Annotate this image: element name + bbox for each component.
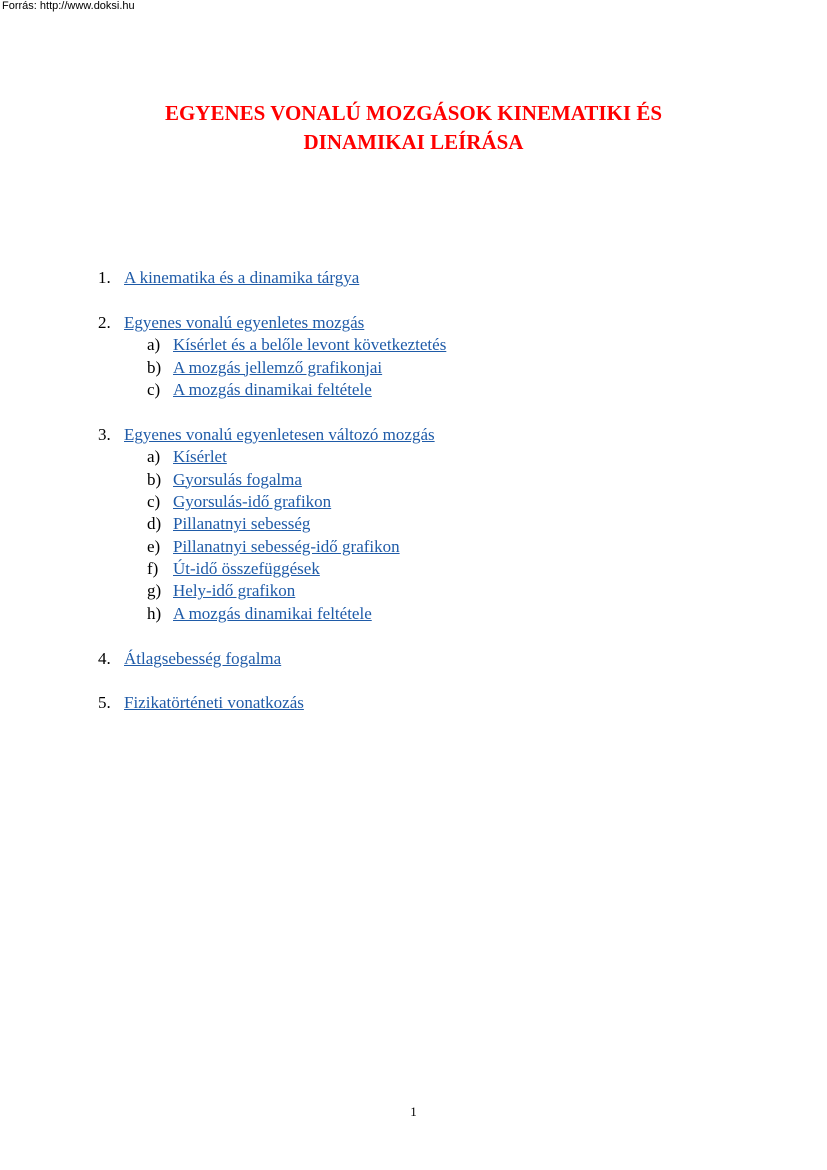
toc-link-3f[interactable]: Út-idő összefüggések xyxy=(173,559,320,579)
toc-letter: c) xyxy=(147,379,161,399)
toc-item-3f xyxy=(0,558,827,580)
toc-letter: d) xyxy=(147,514,162,534)
toc-item-1 xyxy=(0,267,827,289)
toc-number: 2. xyxy=(98,312,111,332)
toc-link-2b[interactable]: A mozgás jellemző grafikonjai xyxy=(173,357,383,377)
toc-link-3c[interactable]: Gyorsulás-idő grafikon xyxy=(173,491,332,511)
toc-link-1[interactable]: A kinematika és a dinamika tárgya xyxy=(124,268,360,287)
toc-number: 1. xyxy=(98,268,111,287)
toc-letter: b) xyxy=(147,357,162,377)
toc-link-3a[interactable]: Kísérlet xyxy=(173,447,227,467)
toc-letter: b) xyxy=(147,469,162,489)
title-line-1: EGYENES VONALÚ MOZGÁSOK KINEMATIKI ÉS xyxy=(164,101,663,125)
toc-link-3e[interactable]: Pillanatnyi sebesség-idő grafikon xyxy=(173,536,400,556)
toc-item-4 xyxy=(0,648,827,670)
toc-item-3e xyxy=(0,536,827,558)
toc-link-2a[interactable]: Kísérlet és a belőle levont következtetés xyxy=(173,335,447,355)
toc-item-5 xyxy=(0,692,827,714)
toc-link-3h[interactable]: A mozgás dinamikai feltétele xyxy=(173,603,372,623)
toc-item-2 xyxy=(0,312,827,334)
toc-number: 3. xyxy=(98,424,111,444)
toc-link-3d[interactable]: Pillanatnyi sebesség xyxy=(173,514,311,534)
toc-number: 4. xyxy=(98,648,111,668)
toc-letter: g) xyxy=(147,581,162,601)
toc-link-3[interactable]: Egyenes vonalú egyenletesen változó mozgás xyxy=(124,424,435,444)
toc-link-3b[interactable]: Gyorsulás fogalma xyxy=(173,469,302,489)
toc-link-3g[interactable]: Hely-idő grafikon xyxy=(173,581,296,601)
toc-item-3 xyxy=(0,424,827,446)
document-title xyxy=(0,99,827,157)
title-line-2: DINAMIKAI LEÍRÁSA xyxy=(303,130,524,154)
source-label: Forrás: http://www.doksi.hu xyxy=(2,0,135,12)
toc-number: 5. xyxy=(98,693,111,713)
toc-letter: f) xyxy=(147,559,159,579)
toc-letter: e) xyxy=(147,536,161,556)
toc-item-3g xyxy=(0,580,827,602)
toc-item-3h xyxy=(0,603,827,625)
toc-link-2c[interactable]: A mozgás dinamikai feltétele xyxy=(173,379,372,399)
toc-link-2[interactable]: Egyenes vonalú egyenletes mozgás xyxy=(124,312,365,332)
toc-item-3a xyxy=(0,446,827,468)
toc-item-3b xyxy=(0,469,827,491)
toc-letter: a) xyxy=(147,447,161,467)
toc-item-3d xyxy=(0,513,827,535)
page-number: 1 xyxy=(410,1104,417,1119)
toc-item-3c xyxy=(0,491,827,513)
table-of-contents xyxy=(0,267,827,715)
toc-item-2a xyxy=(0,334,827,356)
toc-letter: a) xyxy=(147,335,161,355)
toc-link-5[interactable]: Fizikatörténeti vonatkozás xyxy=(124,693,304,713)
toc-letter: h) xyxy=(147,603,162,623)
toc-item-2b xyxy=(0,357,827,379)
toc-item-2c xyxy=(0,379,827,401)
toc-link-4[interactable]: Átlagsebesség fogalma xyxy=(124,648,282,668)
toc-letter: c) xyxy=(147,491,161,511)
